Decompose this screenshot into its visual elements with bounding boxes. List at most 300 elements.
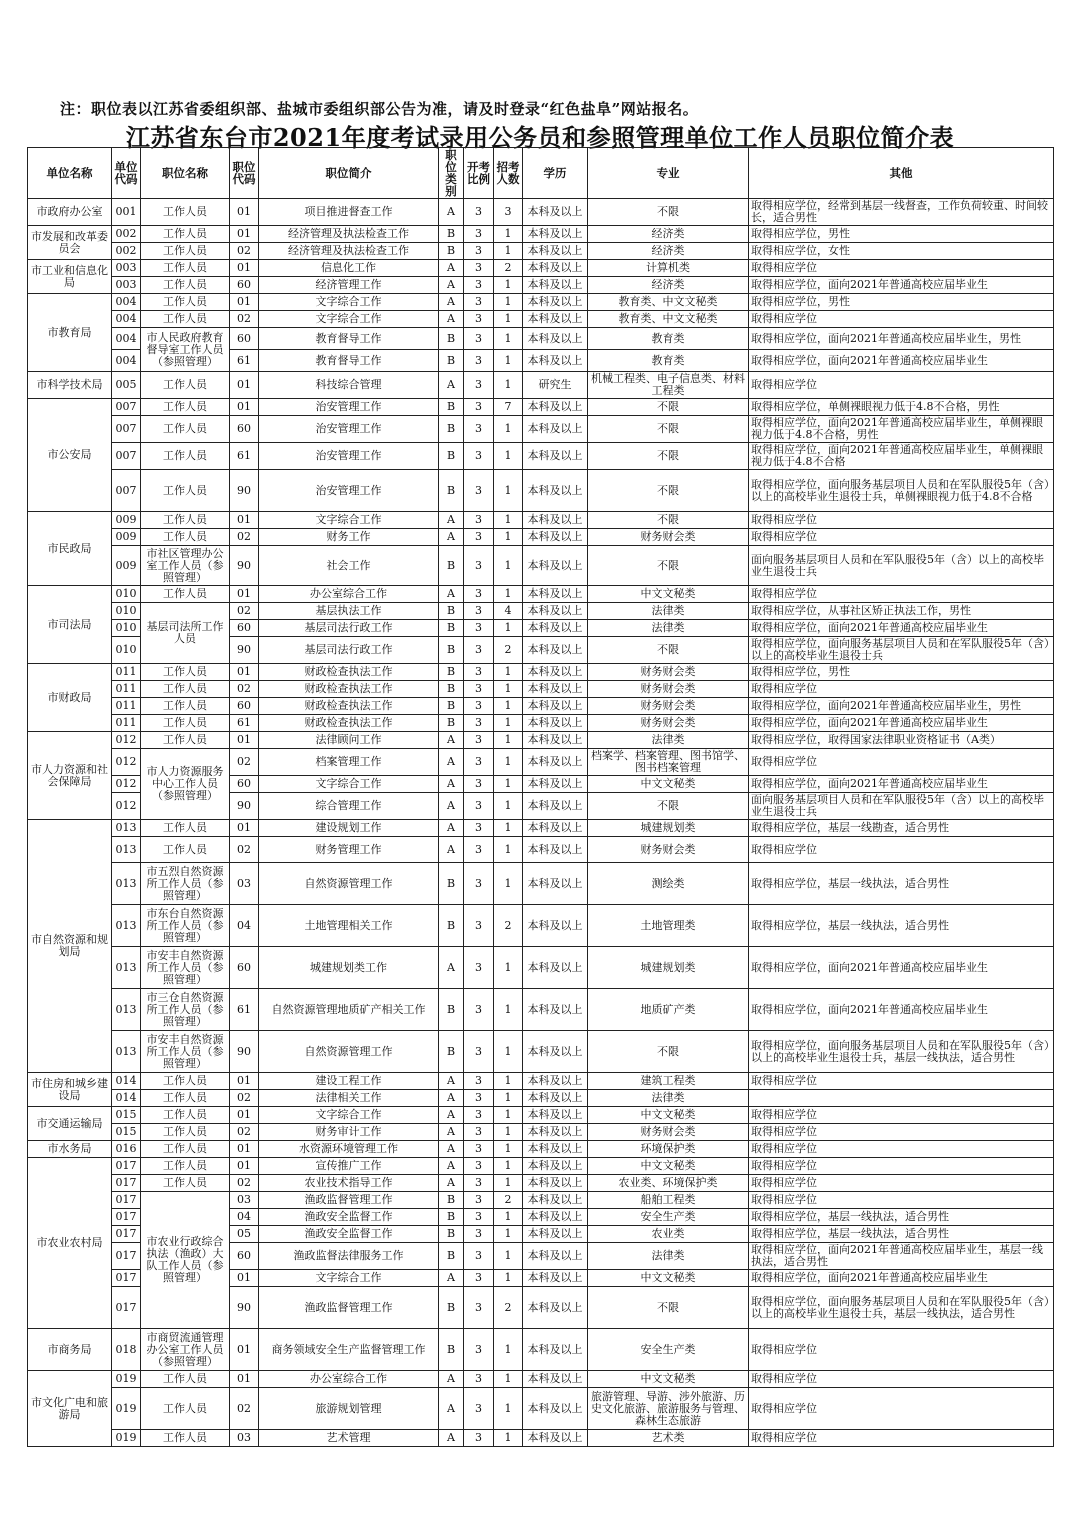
unit-code-cell: 004 — [112, 328, 141, 350]
table-row — [28, 243, 1054, 260]
ratio-cell: 3 — [464, 260, 494, 277]
ratio-cell: 3 — [464, 620, 494, 637]
recruit-count-cell: 1 — [494, 1090, 523, 1107]
table-row — [28, 1031, 1054, 1073]
position-code-cell: 02 — [230, 243, 259, 260]
education-cell: 本科及以上 — [523, 989, 588, 1031]
table-row — [28, 586, 1054, 603]
unit-code-cell: 003 — [112, 260, 141, 277]
other-cell: 取得相应学位，面向服务基层项目人员和在军队服役5年（含）以上的高校毕业生退役士兵，基层一线执法，适合男性 — [749, 1287, 1054, 1329]
position-code-cell: 02 — [230, 837, 259, 863]
ratio-cell: 3 — [464, 681, 494, 698]
table-row — [28, 277, 1054, 294]
position-name-cell: 工作人员 — [141, 732, 230, 749]
other-cell: 取得相应学位 — [749, 512, 1054, 529]
position-name-cell: 工作人员 — [141, 260, 230, 277]
unit-code-cell: 017 — [112, 1287, 141, 1329]
position-code-cell: 60 — [230, 620, 259, 637]
ratio-cell: 3 — [464, 546, 494, 586]
unit-name-cell: 市商务局 — [28, 1329, 112, 1371]
unit-name-cell: 市政府办公室 — [28, 199, 112, 226]
category-cell: B — [439, 664, 464, 681]
position-code-cell: 61 — [230, 443, 259, 470]
position-desc-cell: 文字综合工作 — [259, 512, 439, 529]
unit-code-cell: 011 — [112, 715, 141, 732]
other-cell: 取得相应学位 — [749, 837, 1054, 863]
other-cell: 取得相应学位，面向2021年普通高校应届毕业生，男性 — [749, 698, 1054, 715]
position-name-cell: 市安丰自然资源所工作人员（参照管理） — [141, 947, 230, 989]
unit-code-cell: 012 — [112, 732, 141, 749]
table-row — [28, 664, 1054, 681]
education-cell: 本科及以上 — [523, 443, 588, 470]
position-desc-cell: 渔政安全监督工作 — [259, 1209, 439, 1226]
major-cell: 不限 — [588, 443, 749, 470]
education-cell: 本科及以上 — [523, 1141, 588, 1158]
position-code-cell: 01 — [230, 1329, 259, 1371]
position-code-cell: 60 — [230, 947, 259, 989]
major-cell: 教育类 — [588, 350, 749, 372]
position-desc-cell: 基层司法行政工作 — [259, 620, 439, 637]
position-code-cell: 60 — [230, 277, 259, 294]
unit-code-cell: 005 — [112, 372, 141, 399]
major-cell: 教育类、中文文秘类 — [588, 311, 749, 328]
category-cell: A — [439, 372, 464, 399]
recruit-count-cell: 1 — [494, 294, 523, 311]
other-cell: 取得相应学位，面向2021年普通高校应届毕业生 — [749, 350, 1054, 372]
position-code-cell: 60 — [230, 328, 259, 350]
header-exam-ratio: 开考比例 — [464, 148, 494, 199]
unit-code-cell: 016 — [112, 1141, 141, 1158]
education-cell: 本科及以上 — [523, 715, 588, 732]
position-desc-cell: 办公室综合工作 — [259, 1371, 439, 1388]
unit-name-cell: 市自然资源和规划局 — [28, 820, 112, 1073]
position-desc-cell: 文字综合工作 — [259, 776, 439, 793]
ratio-cell: 3 — [464, 1329, 494, 1371]
position-name-cell: 市安丰自然资源所工作人员（参照管理） — [141, 1031, 230, 1073]
position-code-cell: 90 — [230, 793, 259, 820]
category-cell: A — [439, 1141, 464, 1158]
header-education: 学历 — [523, 148, 588, 199]
position-desc-cell: 信息化工作 — [259, 260, 439, 277]
category-cell: A — [439, 1175, 464, 1192]
recruit-count-cell: 1 — [494, 328, 523, 350]
recruit-count-cell: 1 — [494, 350, 523, 372]
major-cell: 不限 — [588, 416, 749, 443]
recruit-count-cell: 1 — [494, 947, 523, 989]
position-code-cell: 01 — [230, 586, 259, 603]
recruit-count-cell: 4 — [494, 603, 523, 620]
education-cell: 本科及以上 — [523, 620, 588, 637]
major-cell: 不限 — [588, 1287, 749, 1329]
ratio-cell: 3 — [464, 1090, 494, 1107]
education-cell: 本科及以上 — [523, 947, 588, 989]
unit-code-cell: 007 — [112, 399, 141, 416]
major-cell: 艺术类 — [588, 1430, 749, 1447]
position-desc-cell: 宣传推广工作 — [259, 1158, 439, 1175]
position-code-cell: 01 — [230, 512, 259, 529]
major-cell: 中文文秘类 — [588, 776, 749, 793]
unit-code-cell: 017 — [112, 1209, 141, 1226]
category-cell: B — [439, 620, 464, 637]
recruit-count-cell: 2 — [494, 1192, 523, 1209]
table-row — [28, 1192, 1054, 1209]
unit-name-cell: 市住房和城乡建设局 — [28, 1073, 112, 1107]
table-row — [28, 749, 1054, 776]
unit-code-cell: 013 — [112, 947, 141, 989]
other-cell — [749, 1090, 1054, 1107]
other-cell: 取得相应学位，面向2021年普通高校应届毕业生 — [749, 1270, 1054, 1287]
other-cell: 取得相应学位 — [749, 1107, 1054, 1124]
recruit-count-cell: 2 — [494, 260, 523, 277]
other-cell: 取得相应学位 — [749, 1141, 1054, 1158]
other-cell: 取得相应学位，面向2021年普通高校应届毕业生，基层一线执法，适合男性 — [749, 1243, 1054, 1270]
other-cell: 取得相应学位 — [749, 681, 1054, 698]
unit-code-cell: 017 — [112, 1192, 141, 1209]
education-cell: 本科及以上 — [523, 311, 588, 328]
ratio-cell: 3 — [464, 243, 494, 260]
position-desc-cell: 基层执法工作 — [259, 603, 439, 620]
major-cell: 建筑工程类 — [588, 1073, 749, 1090]
position-code-cell: 61 — [230, 989, 259, 1031]
position-code-cell: 90 — [230, 1287, 259, 1329]
major-cell: 船舶工程类 — [588, 1192, 749, 1209]
table-row — [28, 820, 1054, 837]
education-cell: 本科及以上 — [523, 603, 588, 620]
position-code-cell: 02 — [230, 749, 259, 776]
major-cell: 安全生产类 — [588, 1209, 749, 1226]
other-cell: 取得相应学位 — [749, 1388, 1054, 1430]
ratio-cell: 3 — [464, 1031, 494, 1073]
other-cell: 取得相应学位，面向服务基层项目人员和在军队服役5年（含）以上的高校毕业生退役士兵 — [749, 637, 1054, 664]
position-desc-cell: 办公室综合工作 — [259, 586, 439, 603]
unit-code-cell: 012 — [112, 776, 141, 793]
position-code-cell: 01 — [230, 399, 259, 416]
major-cell: 法律类 — [588, 603, 749, 620]
position-code-cell: 60 — [230, 698, 259, 715]
ratio-cell: 3 — [464, 863, 494, 905]
category-cell: B — [439, 1192, 464, 1209]
position-name-cell: 工作人员 — [141, 586, 230, 603]
unit-name-cell: 市教育局 — [28, 294, 112, 372]
ratio-cell: 3 — [464, 637, 494, 664]
category-cell: B — [439, 443, 464, 470]
education-cell: 本科及以上 — [523, 1107, 588, 1124]
major-cell: 旅游管理、导游、涉外旅游、历史文化旅游、旅游服务与管理、森林生态旅游 — [588, 1388, 749, 1430]
ratio-cell: 3 — [464, 277, 494, 294]
recruit-count-cell: 1 — [494, 546, 523, 586]
unit-code-cell: 017 — [112, 1175, 141, 1192]
education-cell: 本科及以上 — [523, 416, 588, 443]
ratio-cell: 3 — [464, 443, 494, 470]
table-row — [28, 681, 1054, 698]
table-row — [28, 399, 1054, 416]
ratio-cell: 3 — [464, 399, 494, 416]
category-cell: A — [439, 793, 464, 820]
category-cell: B — [439, 350, 464, 372]
major-cell: 中文文秘类 — [588, 1107, 749, 1124]
category-cell: B — [439, 1209, 464, 1226]
table-row — [28, 328, 1054, 350]
header-unit-name: 单位名称 — [28, 148, 112, 199]
ratio-cell: 3 — [464, 1388, 494, 1430]
major-cell: 教育类 — [588, 328, 749, 350]
position-name-cell: 工作人员 — [141, 1090, 230, 1107]
position-name-cell: 工作人员 — [141, 226, 230, 243]
table-row — [28, 529, 1054, 546]
position-desc-cell: 财务工作 — [259, 529, 439, 546]
position-code-cell: 61 — [230, 715, 259, 732]
unit-name-cell: 市水务局 — [28, 1141, 112, 1158]
ratio-cell: 3 — [464, 732, 494, 749]
table-row — [28, 1371, 1054, 1388]
unit-code-cell: 019 — [112, 1388, 141, 1430]
education-cell: 本科及以上 — [523, 637, 588, 664]
recruit-count-cell: 1 — [494, 1430, 523, 1447]
recruit-count-cell: 1 — [494, 863, 523, 905]
ratio-cell: 3 — [464, 1175, 494, 1192]
position-code-cell: 01 — [230, 1107, 259, 1124]
header-major: 专业 — [588, 148, 749, 199]
table-row — [28, 443, 1054, 470]
position-code-cell: 01 — [230, 1158, 259, 1175]
other-cell: 取得相应学位，取得国家法律职业资格证书（A类） — [749, 732, 1054, 749]
position-code-cell: 01 — [230, 1073, 259, 1090]
position-name-cell: 市人力资源服务中心工作人员（参照管理） — [141, 749, 230, 820]
position-code-cell: 02 — [230, 603, 259, 620]
position-name-cell: 市农业行政综合执法（渔政）大队工作人员（参照管理） — [141, 1192, 230, 1329]
category-cell: A — [439, 1073, 464, 1090]
position-name-cell: 基层司法所工作人员 — [141, 603, 230, 664]
other-cell: 取得相应学位 — [749, 260, 1054, 277]
position-code-cell: 01 — [230, 1141, 259, 1158]
major-cell: 机械工程类、电子信息类、材料工程类 — [588, 372, 749, 399]
unit-code-cell: 007 — [112, 443, 141, 470]
major-cell: 经济类 — [588, 277, 749, 294]
major-cell: 财务财会类 — [588, 681, 749, 698]
category-cell: B — [439, 698, 464, 715]
position-code-cell: 02 — [230, 1175, 259, 1192]
recruit-count-cell: 1 — [494, 989, 523, 1031]
table-row — [28, 311, 1054, 328]
ratio-cell: 3 — [464, 1124, 494, 1141]
recruit-count-cell: 1 — [494, 1270, 523, 1287]
other-cell: 取得相应学位 — [749, 1175, 1054, 1192]
unit-code-cell: 010 — [112, 603, 141, 620]
education-cell: 研究生 — [523, 372, 588, 399]
other-cell: 取得相应学位 — [749, 1329, 1054, 1371]
education-cell: 本科及以上 — [523, 512, 588, 529]
category-cell: B — [439, 637, 464, 664]
major-cell: 财务财会类 — [588, 698, 749, 715]
ratio-cell: 3 — [464, 1226, 494, 1243]
major-cell: 农业类、环境保护类 — [588, 1175, 749, 1192]
unit-code-cell: 007 — [112, 470, 141, 512]
category-cell: A — [439, 837, 464, 863]
position-desc-cell: 渔政安全监督工作 — [259, 1226, 439, 1243]
education-cell: 本科及以上 — [523, 1371, 588, 1388]
position-name-cell: 工作人员 — [141, 1107, 230, 1124]
recruit-count-cell: 2 — [494, 1287, 523, 1329]
position-desc-cell: 财政检查执法工作 — [259, 698, 439, 715]
position-code-cell: 60 — [230, 1243, 259, 1270]
education-cell: 本科及以上 — [523, 1073, 588, 1090]
position-desc-cell: 经济管理及执法检查工作 — [259, 243, 439, 260]
ratio-cell: 3 — [464, 1287, 494, 1329]
category-cell: B — [439, 243, 464, 260]
recruit-count-cell: 1 — [494, 1158, 523, 1175]
ratio-cell: 3 — [464, 416, 494, 443]
recruit-count-cell: 1 — [494, 470, 523, 512]
position-name-cell: 市社区管理办公室工作人员（参照管理） — [141, 546, 230, 586]
table-row — [28, 905, 1054, 947]
table-row — [28, 989, 1054, 1031]
position-desc-cell: 治安管理工作 — [259, 470, 439, 512]
position-desc-cell: 商务领域安全生产监督管理工作 — [259, 1329, 439, 1371]
table-row — [28, 416, 1054, 443]
major-cell: 地质矿产类 — [588, 989, 749, 1031]
major-cell: 法律类 — [588, 620, 749, 637]
position-code-cell: 01 — [230, 294, 259, 311]
major-cell: 财务财会类 — [588, 664, 749, 681]
category-cell: A — [439, 776, 464, 793]
position-name-cell: 工作人员 — [141, 1175, 230, 1192]
unit-code-cell: 001 — [112, 199, 141, 226]
table-row — [28, 1388, 1054, 1430]
unit-code-cell: 015 — [112, 1107, 141, 1124]
other-cell: 取得相应学位 — [749, 749, 1054, 776]
position-desc-cell: 法律顾问工作 — [259, 732, 439, 749]
position-desc-cell: 水资源环境管理工作 — [259, 1141, 439, 1158]
ratio-cell: 3 — [464, 1209, 494, 1226]
education-cell: 本科及以上 — [523, 586, 588, 603]
position-code-cell: 03 — [230, 1192, 259, 1209]
position-code-cell: 01 — [230, 1371, 259, 1388]
unit-name-cell: 市人力资源和社会保障局 — [28, 732, 112, 820]
position-name-cell: 市东台自然资源所工作人员（参照管理） — [141, 905, 230, 947]
position-code-cell: 03 — [230, 863, 259, 905]
other-cell: 取得相应学位，面向2021年普通高校应届毕业生 — [749, 277, 1054, 294]
other-cell: 取得相应学位 — [749, 1124, 1054, 1141]
major-cell: 教育类、中文文秘类 — [588, 294, 749, 311]
table-row — [28, 698, 1054, 715]
recruit-count-cell: 1 — [494, 837, 523, 863]
header-position-category: 职位类别 — [439, 148, 464, 199]
position-desc-cell: 综合管理工作 — [259, 793, 439, 820]
other-cell: 取得相应学位 — [749, 1192, 1054, 1209]
position-name-cell: 工作人员 — [141, 1371, 230, 1388]
other-cell: 取得相应学位，面向服务基层项目人员和在军队服役5年（含）以上的高校毕业生退役士兵，基层一线执法，适合男性 — [749, 1031, 1054, 1073]
other-cell: 取得相应学位，基层一线执法，适合男性 — [749, 1209, 1054, 1226]
table-row — [28, 715, 1054, 732]
other-cell: 取得相应学位，男性 — [749, 294, 1054, 311]
other-cell: 取得相应学位，面向2021年普通高校应届毕业生，单侧裸眼视力低于4.8不合格，男性 — [749, 416, 1054, 443]
major-cell: 土地管理类 — [588, 905, 749, 947]
position-desc-cell: 城建规划类工作 — [259, 947, 439, 989]
position-desc-cell: 渔政监督管理工作 — [259, 1192, 439, 1209]
category-cell: B — [439, 603, 464, 620]
category-cell: B — [439, 715, 464, 732]
education-cell: 本科及以上 — [523, 1388, 588, 1430]
document-title: 江苏省东台市2021年度考试录用公务员和参照管理单位工作人员职位简介表 — [125, 123, 955, 152]
position-desc-cell: 科技综合管理 — [259, 372, 439, 399]
unit-code-cell: 013 — [112, 989, 141, 1031]
position-desc-cell: 文字综合工作 — [259, 311, 439, 328]
unit-code-cell: 013 — [112, 905, 141, 947]
position-name-cell: 工作人员 — [141, 681, 230, 698]
other-cell: 取得相应学位，基层一线执法，适合男性 — [749, 905, 1054, 947]
unit-code-cell: 004 — [112, 350, 141, 372]
position-name-cell: 工作人员 — [141, 372, 230, 399]
education-cell: 本科及以上 — [523, 681, 588, 698]
recruit-count-cell: 1 — [494, 243, 523, 260]
position-name-cell: 工作人员 — [141, 294, 230, 311]
recruit-count-cell: 1 — [494, 416, 523, 443]
position-desc-cell: 渔政监督管理工作 — [259, 1287, 439, 1329]
table-row — [28, 226, 1054, 243]
position-desc-cell: 教育督导工作 — [259, 350, 439, 372]
major-cell: 农业类 — [588, 1226, 749, 1243]
ratio-cell: 3 — [464, 749, 494, 776]
header-recruit-count: 招考人数 — [494, 148, 523, 199]
education-cell: 本科及以上 — [523, 1124, 588, 1141]
table-row — [28, 1158, 1054, 1175]
other-cell: 取得相应学位 — [749, 1073, 1054, 1090]
education-cell: 本科及以上 — [523, 1158, 588, 1175]
table-row — [28, 546, 1054, 586]
education-cell: 本科及以上 — [523, 243, 588, 260]
category-cell: B — [439, 328, 464, 350]
category-cell: A — [439, 512, 464, 529]
unit-code-cell: 003 — [112, 277, 141, 294]
position-name-cell: 工作人员 — [141, 1158, 230, 1175]
position-desc-cell: 农业技术指导工作 — [259, 1175, 439, 1192]
position-code-cell: 01 — [230, 664, 259, 681]
position-name-cell: 工作人员 — [141, 664, 230, 681]
education-cell: 本科及以上 — [523, 1031, 588, 1073]
ratio-cell: 3 — [464, 793, 494, 820]
position-name-cell: 工作人员 — [141, 512, 230, 529]
position-name-cell: 工作人员 — [141, 416, 230, 443]
education-cell: 本科及以上 — [523, 226, 588, 243]
category-cell: B — [439, 399, 464, 416]
unit-code-cell: 009 — [112, 546, 141, 586]
header-other: 其他 — [749, 148, 1054, 199]
ratio-cell: 3 — [464, 1430, 494, 1447]
position-name-cell: 工作人员 — [141, 1141, 230, 1158]
category-cell: B — [439, 905, 464, 947]
category-cell: B — [439, 470, 464, 512]
position-desc-cell: 经济管理工作 — [259, 277, 439, 294]
ratio-cell: 3 — [464, 1371, 494, 1388]
ratio-cell: 3 — [464, 603, 494, 620]
table-row — [28, 1073, 1054, 1090]
position-code-cell: 90 — [230, 546, 259, 586]
education-cell: 本科及以上 — [523, 863, 588, 905]
header-position-name: 职位名称 — [141, 148, 230, 199]
position-code-cell: 02 — [230, 311, 259, 328]
ratio-cell: 3 — [464, 586, 494, 603]
position-desc-cell: 治安管理工作 — [259, 399, 439, 416]
major-cell: 不限 — [588, 199, 749, 226]
category-cell: B — [439, 416, 464, 443]
ratio-cell: 3 — [464, 837, 494, 863]
other-cell: 取得相应学位，女性 — [749, 243, 1054, 260]
position-desc-cell: 文字综合工作 — [259, 1107, 439, 1124]
position-code-cell: 60 — [230, 776, 259, 793]
position-name-cell: 市三仓自然资源所工作人员（参照管理） — [141, 989, 230, 1031]
recruit-count-cell: 1 — [494, 820, 523, 837]
unit-code-cell: 018 — [112, 1329, 141, 1371]
